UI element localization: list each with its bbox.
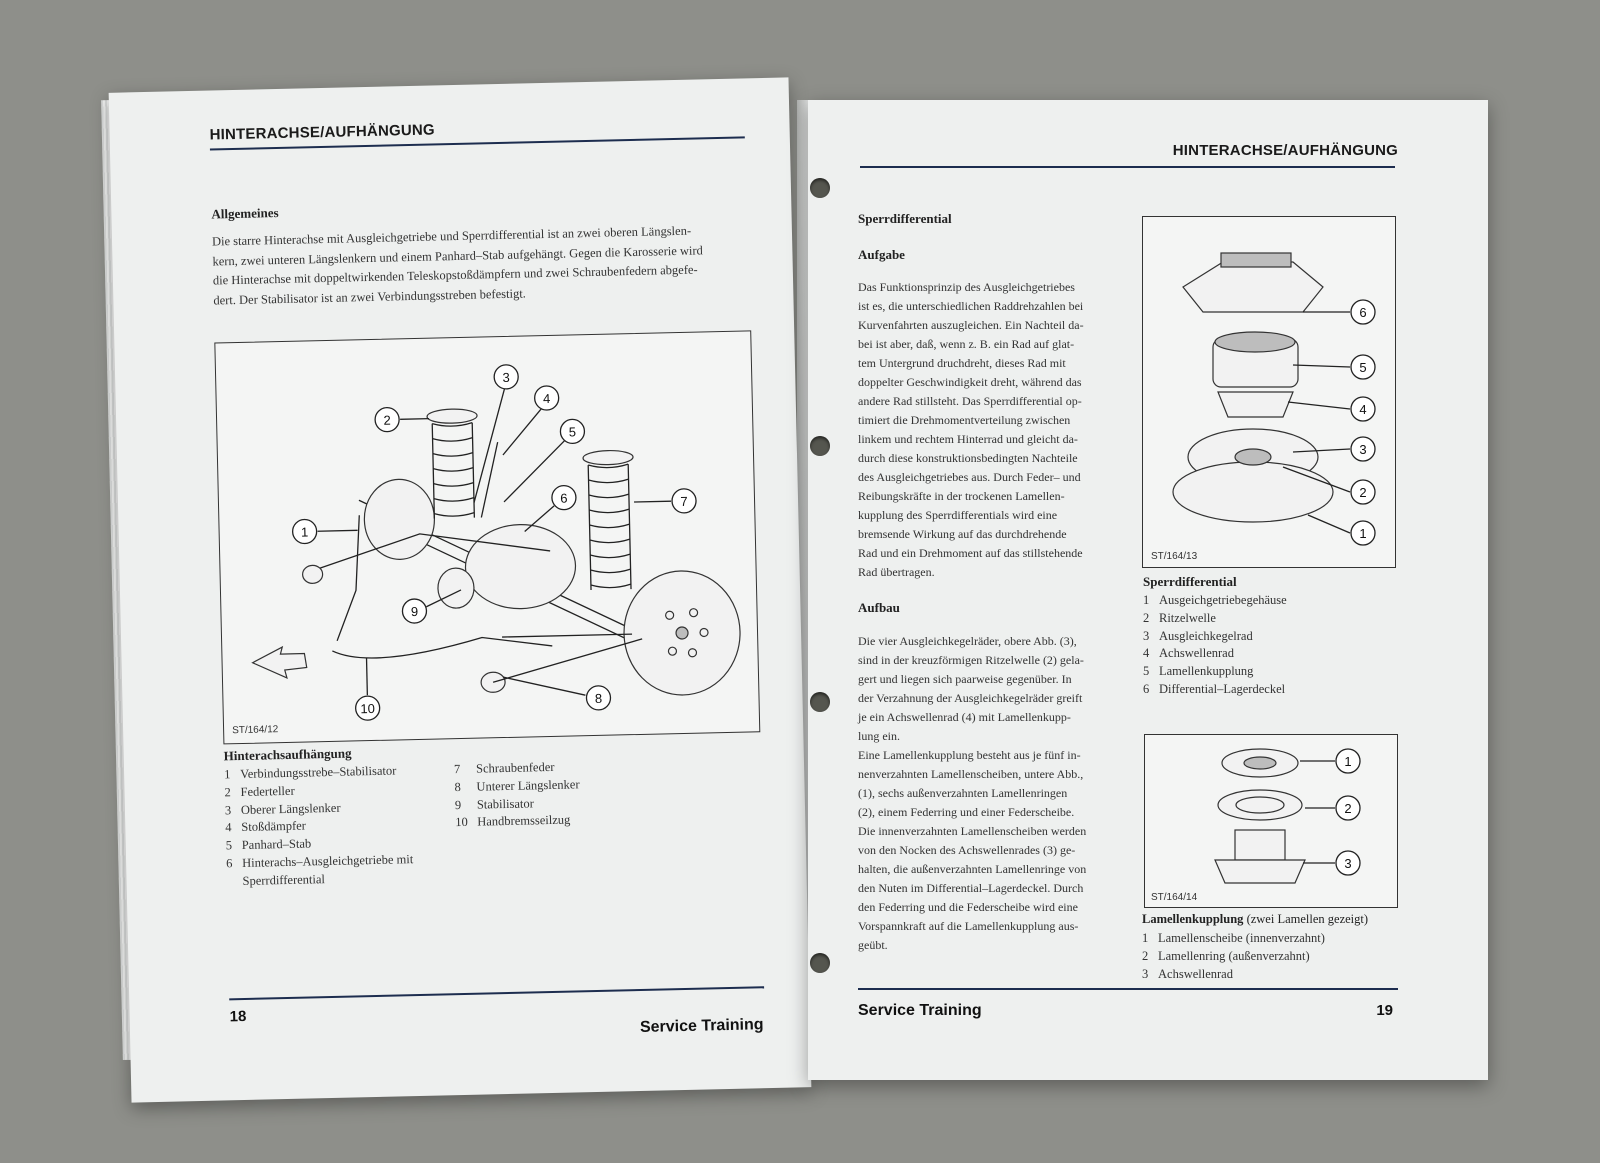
binder-hole	[810, 953, 830, 973]
case-bore	[1235, 449, 1271, 465]
left-coil-spring	[432, 423, 474, 519]
section-title-sperrdifferential: Sperrdifferential	[858, 211, 952, 226]
plate-bore	[1244, 757, 1276, 769]
svg-text:4: 4	[542, 390, 551, 407]
legend-column-2	[454, 756, 676, 832]
fig2-caption-note: (zwei Lamellen gezeigt)	[1246, 912, 1369, 926]
svg-text:6: 6	[1359, 305, 1367, 320]
aufbau-line: Vorspannkraft auf die Lamellenkupplung aus-	[858, 919, 1079, 933]
side-gear-teeth	[1215, 860, 1305, 883]
svg-text:6: 6	[560, 490, 568, 506]
side-gear	[1218, 392, 1293, 417]
handbrake-cable	[332, 636, 552, 659]
aufbau-line: der Verzahnung der Ausgleichkegelräder greift	[858, 691, 1083, 705]
wheel-stud	[668, 647, 676, 655]
legend-item: 7 Schraubenfeder	[453, 759, 555, 777]
aufgabe-line: Rad und ein Drehmoment auf das stillstehende	[858, 546, 1083, 560]
ring-bore	[1236, 797, 1284, 813]
callout-6	[524, 485, 577, 531]
left-page-number: 18	[229, 1007, 247, 1026]
binder-hole	[810, 692, 830, 712]
fig2-callout-1	[1300, 749, 1360, 773]
aufbau-line: (2), einem Federring und einer Federscheibe.	[858, 805, 1075, 819]
legend-item: 3 Achswellenrad	[1142, 966, 1233, 981]
clutch-top	[1215, 332, 1295, 352]
right-spring-seat	[583, 450, 633, 465]
aufbau-line: gert und liegen sich paarweise gegenüber. In	[858, 672, 1072, 686]
legend-item: 2 Federteller	[224, 783, 295, 800]
svg-text:3: 3	[502, 369, 510, 385]
right-page-number: 19	[1376, 1002, 1393, 1019]
fig2-legend	[1142, 930, 1392, 983]
legend-item: 1 Verbindungsstrebe–Stabilisator	[223, 763, 397, 782]
svg-text:2: 2	[1344, 801, 1352, 816]
aufbau-line: Die vier Ausgleichkegelräder, obere Abb. (3),	[858, 634, 1077, 648]
aufbau-line: nenverzahnten Lamellenscheiben, untere Abb.,	[858, 767, 1084, 781]
legend-item: 1 Ausgeichgetriebegehäuse	[1143, 593, 1287, 607]
clutch-plates-illustration	[1145, 735, 1397, 907]
callout-10	[355, 658, 380, 721]
intro-line: kern, zwei unteren Längslenkern und einem Panhard–Stab aufgehängt. Gegen die Karosserie wird	[212, 242, 703, 269]
legend-item: 3 Oberer Längslenker	[224, 800, 341, 817]
subsection-aufbau: Aufbau	[858, 600, 900, 615]
fig2-caption-title: Lamellenkupplung	[1142, 912, 1244, 926]
svg-text:3: 3	[1344, 856, 1352, 871]
left-footer-rule	[229, 986, 764, 1000]
aufgabe-line: tem Untergrund druchdreht, dieses Rad mit	[858, 356, 1066, 370]
differential-case	[1173, 462, 1333, 522]
callout-7	[634, 489, 697, 514]
differential-cover	[438, 568, 475, 609]
svg-text:3: 3	[1359, 442, 1367, 457]
callout-2	[375, 407, 430, 432]
left-spring-seat	[427, 409, 477, 424]
aufgabe-line: Kurvenfahrten auszugleichen. Ein Nachteil da-	[858, 318, 1084, 332]
aufgabe-line: bremsende Wirkung auf das durchdrehende	[858, 527, 1067, 541]
clutch-figure	[1144, 734, 1398, 908]
right-footer-rule	[858, 988, 1398, 990]
legend-item: 4 Achswellenrad	[1143, 646, 1234, 661]
intro-line: dert. Der Stabilisator ist an zwei Verbindungsstreben befestigt.	[213, 285, 526, 308]
aufbau-line: den Nuten im Differential–Lagerdeckel. Durch	[858, 881, 1084, 895]
right-header-rule	[860, 166, 1395, 168]
right-page-header: HINTERACHSE/AUFHÄNGUNG	[1172, 142, 1398, 159]
fig1-callout-1	[1308, 515, 1375, 545]
wheel-stud	[688, 649, 696, 657]
cover-boss	[1221, 253, 1291, 267]
callout-1	[292, 518, 358, 543]
aufbau-line: lung ein.	[858, 729, 900, 743]
rear-suspension-illustration	[215, 331, 759, 743]
figure-code: ST/164/12	[232, 724, 279, 737]
legend-item: 2 Ritzelwelle	[1143, 610, 1216, 625]
differential-exploded-illustration	[1143, 217, 1395, 567]
intro-paragraph	[212, 220, 754, 310]
right-footer-brand: Service Training	[858, 1002, 982, 1019]
svg-text:1: 1	[1344, 754, 1352, 769]
wheel-stud	[666, 611, 674, 619]
fig1-callout-5	[1293, 355, 1375, 379]
left-brake-drum	[363, 479, 435, 561]
figure-caption-title: Hinterachsaufhängung	[223, 745, 352, 764]
wheel-stud	[689, 609, 697, 617]
aufgabe-line: linkem und rechtem Hinterrad und gleicht da-	[858, 432, 1078, 446]
fig1-code: ST/164/13	[1151, 551, 1198, 562]
svg-text:5: 5	[568, 424, 577, 440]
legend-item: 6 Hinterachs–Ausgleichgetriebe mit	[225, 852, 414, 871]
wheel-stud	[700, 628, 708, 636]
aufbau-paragraph	[858, 632, 1143, 955]
right-coil-spring	[588, 464, 631, 590]
legend-item: 9 Stabilisator	[454, 795, 534, 812]
aufbau-line: halten, die außenverzahnten Lamellenringe von	[858, 862, 1087, 876]
aufbau-line: Die innenverzahnten Lamellenscheiben werden	[858, 824, 1087, 838]
stabilizer-bushing	[302, 565, 322, 583]
svg-text:9: 9	[410, 603, 419, 620]
shock-absorber	[480, 442, 500, 517]
aufbau-line: den Federring und die Federscheibe wird eine	[858, 900, 1078, 914]
aufgabe-line: ist es, die unterschiedlichen Raddrehzahlen bei	[858, 299, 1084, 313]
bearing-cover	[1183, 262, 1323, 312]
differential-figure	[1142, 216, 1396, 568]
lower-link	[492, 639, 643, 682]
svg-text:1: 1	[300, 524, 309, 540]
aufgabe-line: Reibungskräfte in der trockenen Lamellen-	[858, 489, 1065, 503]
intro-line: Die starre Hinterachse mit Ausgleichgetriebe und Sperrdifferential ist an zwei oberen Längslen-	[211, 223, 692, 249]
callout-4	[501, 386, 560, 455]
fig1-callout-4	[1288, 397, 1375, 421]
aufgabe-line: kupplung des Sperrdifferentials wird eine	[858, 508, 1058, 522]
aufgabe-line: Das Funktionsprinzip des Ausgleichgetriebes	[858, 280, 1075, 294]
legend-item: Sperrdifferential	[242, 871, 326, 888]
svg-text:4: 4	[1359, 402, 1367, 417]
aufgabe-line: durch diese konstruktionsbedingten Nachteile	[858, 451, 1078, 465]
fig2-code: ST/164/14	[1151, 892, 1198, 903]
legend-item: 5 Panhard–Stab	[225, 836, 312, 853]
aufgabe-line: andere Rad stillsteht. Das Sperrdifferential op-	[858, 394, 1082, 408]
aufgabe-line: des Ausgleichgetriebes aus. Durch Feder– und	[858, 470, 1081, 484]
svg-text:5: 5	[1359, 360, 1367, 375]
fig1-legend	[1143, 592, 1393, 699]
fig2-callout-2	[1305, 796, 1360, 820]
legend-item: 10 Handbremsseilzug	[455, 812, 571, 830]
legend-item: 1 Lamellenscheibe (innenverzahnt)	[1142, 931, 1325, 945]
fig2-caption	[1142, 912, 1368, 927]
differential-housing	[465, 523, 577, 609]
aufbau-line: Eine Lamellenkupplung besteht aus je fünf in-	[858, 748, 1081, 762]
section-title-allgemeines: Allgemeines	[211, 205, 279, 222]
legend-item: 2 Lamellenring (außenverzahnt)	[1142, 948, 1310, 963]
svg-text:2: 2	[1359, 485, 1367, 500]
aufgabe-line: timiert die Drehmomentverteilung zwischen	[858, 413, 1071, 427]
aufbau-line: sind in der kreuzförmigen Ritzelwelle (2) gela-	[858, 653, 1084, 667]
aufgabe-line: doppelter Geschwindigkeit dreht, während das	[858, 375, 1082, 389]
fig1-callout-6	[1303, 300, 1375, 324]
binder-hole	[810, 178, 830, 198]
callout-3	[471, 365, 521, 503]
aufbau-line: von den Nocken des Achswellenrades (3) ge-	[858, 843, 1076, 857]
aufbau-line: (1), sechs außenverzahnten Lamellenringen	[858, 786, 1068, 800]
fig1-caption-title: Sperrdifferential	[1143, 574, 1237, 589]
aufgabe-line: Rad übertragen.	[858, 565, 935, 579]
direction-arrow-icon	[252, 647, 307, 679]
stabilizer-link	[334, 515, 362, 641]
side-gear-hub	[1235, 830, 1285, 860]
svg-text:2: 2	[383, 412, 391, 428]
legend-item: 5 Lamellenkupplung	[1143, 664, 1254, 679]
aufgabe-line: bei ist aber, daß, wenn z. B. ein Rad auf glat-	[858, 337, 1075, 351]
right-page	[808, 100, 1488, 1080]
left-page-header: HINTERACHSE/AUFHÄNGUNG	[209, 121, 435, 144]
aufbau-line: geübt.	[858, 938, 888, 952]
suspension-figure	[214, 330, 760, 744]
left-page	[109, 77, 812, 1102]
binder-hole	[810, 436, 830, 456]
legend-item: 4 Stoßdämpfer	[225, 818, 307, 835]
legend-item: 3 Ausgleichkegelrad	[1143, 628, 1253, 643]
subsection-aufgabe: Aufgabe	[858, 247, 905, 262]
wheel-hub	[676, 627, 688, 639]
fig2-callout-3	[1303, 851, 1360, 875]
callout-8	[503, 675, 611, 712]
svg-text:10: 10	[360, 700, 376, 717]
legend-column-1	[224, 761, 447, 891]
legend-item: 6 Differential–Lagerdeckel	[1143, 681, 1286, 696]
svg-text:7: 7	[680, 493, 688, 509]
svg-text:8: 8	[594, 690, 603, 706]
aufgabe-paragraph	[858, 278, 1138, 582]
legend-item: 8 Unterer Längslenker	[454, 777, 580, 794]
left-footer-brand: Service Training	[639, 1016, 764, 1037]
intro-line: die Hinterachse mit doppeltwirkenden Teleskopstoßdämpfern und zwei Schraubenfedern abgefe-	[212, 262, 698, 288]
lower-link-right	[502, 634, 632, 637]
aufbau-line: je ein Achswellenrad (4) mit Lamellenkupp-	[858, 710, 1071, 724]
svg-text:1: 1	[1359, 526, 1367, 541]
